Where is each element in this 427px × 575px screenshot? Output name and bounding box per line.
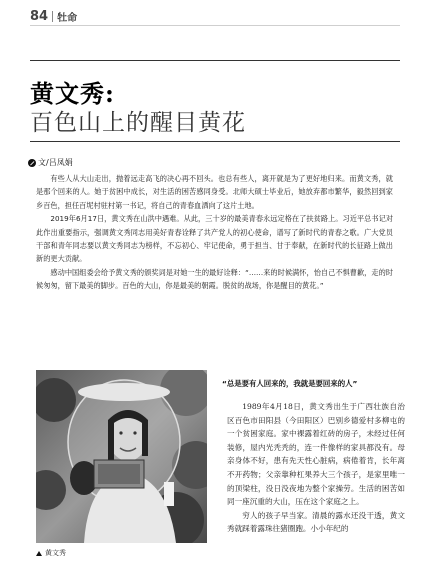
photo-caption bbox=[36, 548, 66, 558]
triangle-icon bbox=[36, 551, 42, 556]
title-bottom-rule bbox=[30, 141, 400, 142]
body-text bbox=[227, 400, 405, 536]
caption-text: 黄文秀 bbox=[45, 549, 66, 557]
portrait-illustration bbox=[36, 370, 207, 543]
intro-paragraph: 2019年6月17日，黄文秀在山洪中遇难。从此，三十岁的最美青春永远定格在了扶贫路上。习近平总书记对此作出重要指示，强调黄文秀同志用美好青春诠释了共产党人的初心使命，谱写了新时代的青春之歌。广大党员干部和青年同志要以黄文秀同志为榜样，不忘初心、牢记使命，勇于担当、甘于奉献，在新时代的长征路上做出新的更大贡献。 bbox=[36, 214, 393, 264]
author-line bbox=[28, 157, 73, 168]
header-rule bbox=[30, 25, 400, 26]
portrait-photo bbox=[36, 370, 207, 543]
intro-paragraph: 有些人从大山走出，抛着远走高飞的决心再不回头。也总有些人，离开就是为了更好地归来。而黄文秀，就是那个回来的人。她于贫困中成长，对生活的困苦感同身受。北师大硕士毕业后，她放弃都市繁华，毅然回到家乡百色，担任百坭村驻村第一书记，将自己的青春血洒向了这片土地。 bbox=[36, 174, 393, 210]
body-paragraph: 穷人的孩子早当家。清晨的露水还没干透，黄文秀就踩着露珠往猪圈跑。小小年纪的 bbox=[227, 510, 405, 534]
author-name: 文/吕凤娟 bbox=[38, 158, 73, 167]
article-title: 黄文秀: bbox=[30, 79, 115, 108]
intro-paragraph: 感动中国组委会给予黄文秀的颁奖词是对她一生的最好诠释：“……来的时候满怀，怡自己不惧曹歉，走的时候匆匆，留下最美的脚步。百色的大山，你是最美的朝霞。脱贫的战场，你是醒目的黄花。” bbox=[36, 267, 393, 291]
page-header bbox=[30, 9, 77, 23]
title-top-rule bbox=[30, 60, 400, 61]
body-paragraph: 1989年4月18日，黄文秀出生于广西壮族自治区百色市田阳县（今田阳区）巴别乡德爱村多柳屯的一个贫困家庭。家中裸露着红砖的房子，未经过任何装修，屋内光秃秃的，连一件像样的家具都没有。母亲身体不好，患有先天性心脏病，病倦着肯，长年离不开药物；父亲靠种杠果养大三个孩子，是家里唯一的顶梁柱，没日没夜地为整个家操劳。生活的困苦如同一座沉重的大山，压在这个家庭之上。 bbox=[227, 402, 405, 507]
header-divider bbox=[52, 11, 53, 22]
intro-text bbox=[36, 172, 393, 293]
pen-icon bbox=[28, 159, 36, 167]
page-number: 84 bbox=[30, 8, 49, 24]
article-subtitle: 百色山上的醒目黄花 bbox=[30, 110, 246, 136]
section-name: 牡命 bbox=[57, 12, 78, 24]
section-subheading: “总是要有人回来的，我就是要回来的人” bbox=[222, 379, 358, 388]
